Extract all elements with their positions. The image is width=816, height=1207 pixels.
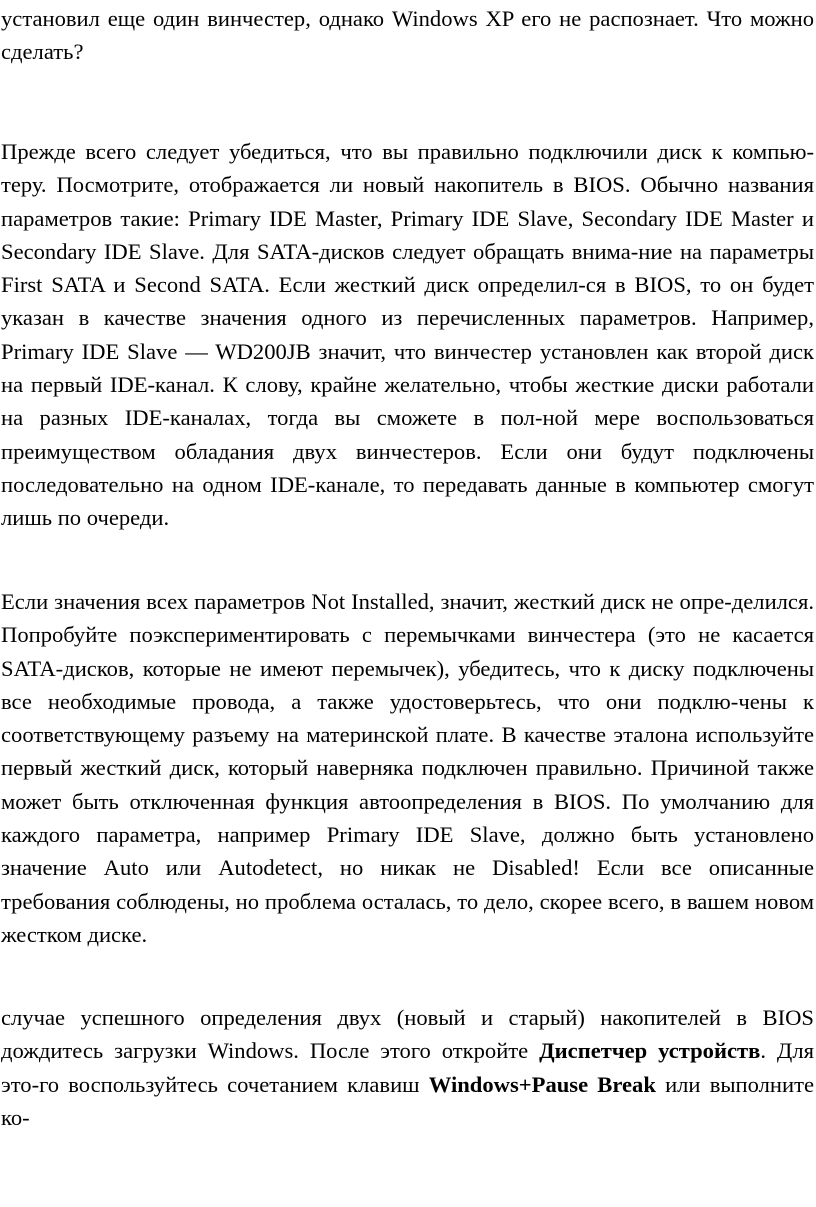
device-manager-term: Диспетчер устройств	[539, 1038, 761, 1064]
text-segment: или выполните ко-	[1, 1071, 814, 1130]
paragraph-not-installed: Если значения всех параметров Not Installed, значит, жесткий диск не опре-делился. Попробуйте поэкспериментировать с перемычками винчестера (это не касается SATA-дисков, которые не имеют перемычек), убедитесь, что к диску подключены все необходимые провода, а также удостоверьтесь, что они подклю-чены к соответствующему разъему на материнской плате. В качестве эталона используйте первый жесткий диск, который наверняка подключен правильно. Причиной также может быть отключенная функция автоопределения в BIOS. По умолчанию для каждого параметра, например Primary IDE Slave, должно быть установлено значение Auto или Autodetect, но никак не Disabled! Если все описанные требования соблюдены, но проблема осталась, то дело, скорее всего, в вашем новом жестком диске.	[1, 589, 814, 947]
text-segment: случае успешного определения двух (новый и старый) накопителей в BIOS дождитесь загрузки Windows. После этого откройте	[1, 1005, 814, 1064]
text-segment: . Для это-го воспользуйтесь сочетанием клавиш	[1, 1038, 814, 1097]
paragraph-device-manager	[1, 1001, 814, 1134]
paragraph-bios-check: Прежде всего следует убедиться, что вы правильно подключили диск к компью-теру. Посмотрите, отображается ли новый накопитель в BIOS. Обычно названия параметров такие: Primary IDE Master, Primary IDE Slave, Secondary IDE Master и Secondary IDE Slave. Для SATA-дисков следует обращать внима-ние на параметры First SATA и Second SATA. Если жесткий диск определил-ся в BIOS, то он будет указан в качестве значения одного из перечисленных параметров. Например, Primary IDE Slave — WD200JB значит, что винчестер установлен как второй диск на первый IDE-канал. К слову, крайне желательно, чтобы жесткие диски работали на разных IDE-каналах, тогда вы сможете в пол-ной мере воспользоваться преимуществом обладания двух винчестеров. Если они будут подключены последовательно на одном IDE-канале, то передавать данные в компьютер смогут лишь по очереди.	[1, 139, 814, 531]
key-combination-term: Windows+Pause Break	[428, 1071, 656, 1097]
paragraph-question: установил еще один винчестер, однако Windows XP его не распознает. Что можно сделать?	[1, 6, 814, 65]
